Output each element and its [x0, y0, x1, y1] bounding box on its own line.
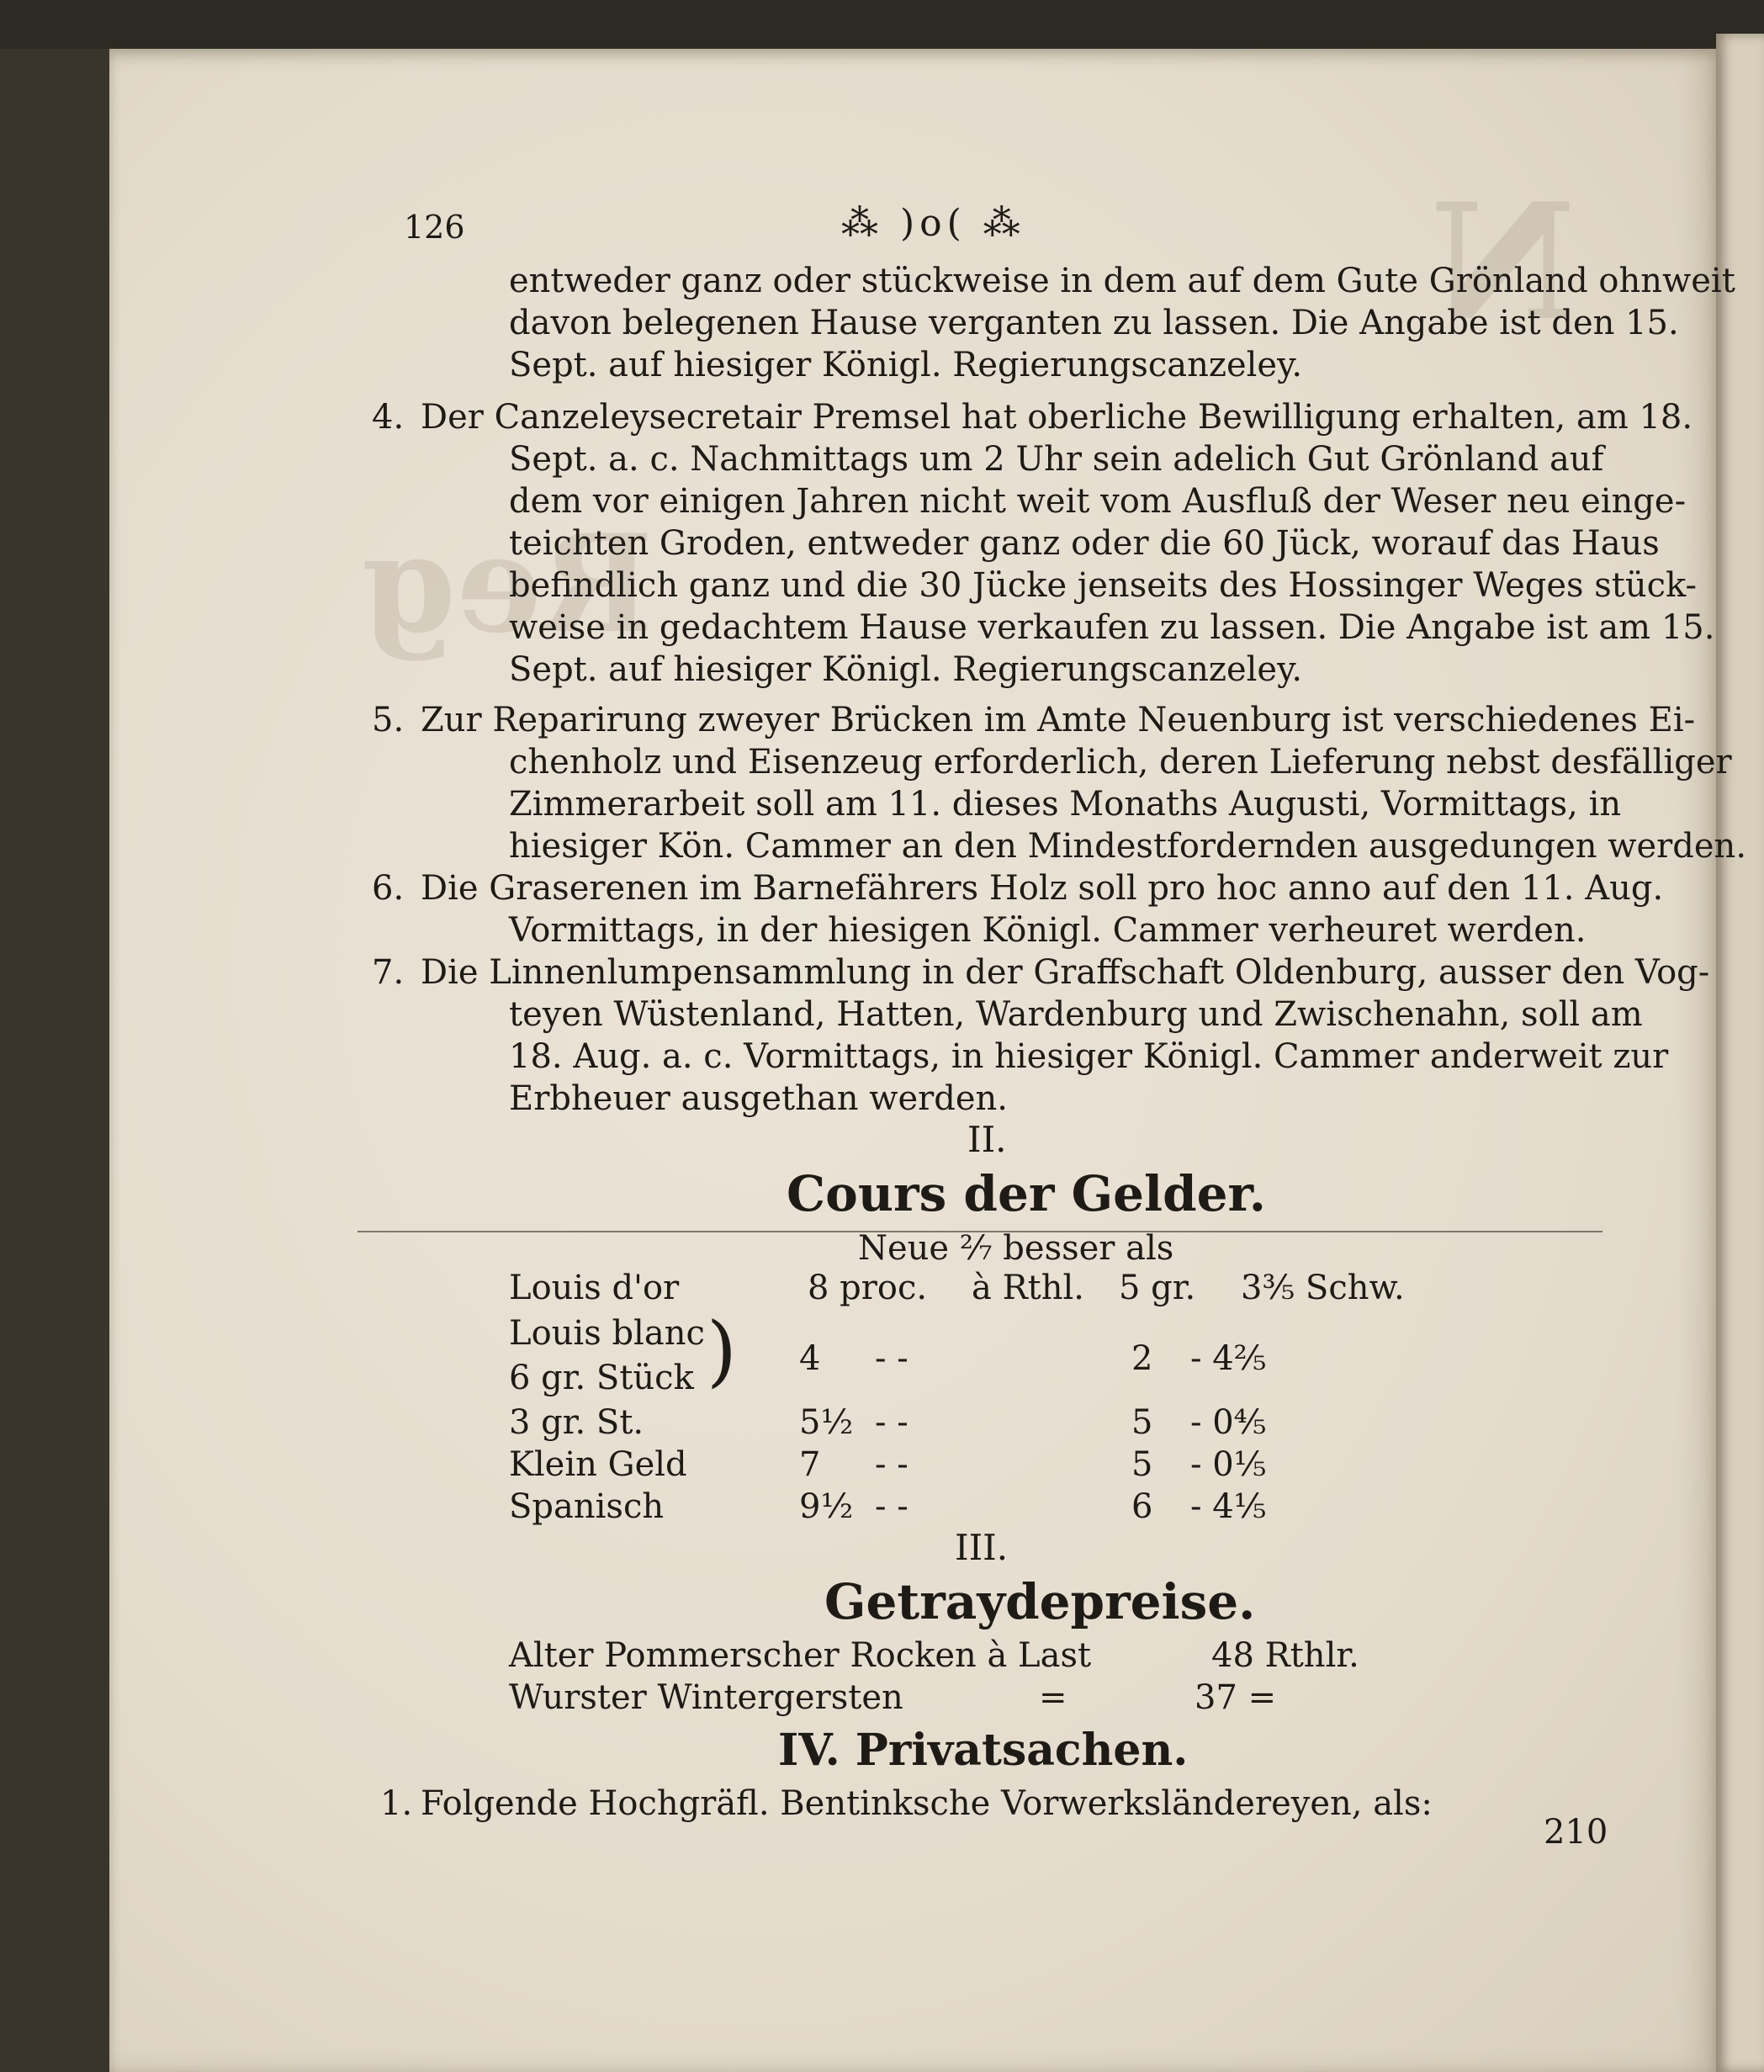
- rate-cell: 5: [1131, 1445, 1153, 1484]
- rate-cell: - -: [875, 1445, 908, 1484]
- text-line: Zimmerarbeit soll am 11. dieses Monaths Augusti, Vormittags, in: [509, 785, 1622, 824]
- text-line: teyen Wüstenland, Hatten, Wardenburg und Zwischenahn, soll am: [509, 995, 1643, 1034]
- currency-name: 6 gr. Stück: [509, 1359, 694, 1397]
- rate-cell: - -: [875, 1403, 908, 1442]
- rate-cell: 5½: [799, 1403, 854, 1442]
- table-subheader: Neue ²⁄₇ besser als: [858, 1229, 1174, 1268]
- rate-cell: - 0⁴⁄₅: [1190, 1403, 1267, 1442]
- item-number: 4.: [372, 398, 405, 437]
- text-line: Zur Reparirung zweyer Brücken im Amte Neuenburg ist verschiedenes Ei-: [421, 701, 1696, 739]
- rate-cell: 4: [799, 1339, 821, 1378]
- text-line: Sept. a. c. Nachmittags um 2 Uhr sein adelich Gut Grönland auf: [509, 440, 1604, 479]
- rate-cell: 5 gr.: [1119, 1269, 1196, 1307]
- scanner-bed-top: [0, 0, 1764, 49]
- currency-name: 3 gr. St.: [509, 1403, 644, 1442]
- item-number: 1.: [380, 1784, 413, 1823]
- bleed-through-text: N: [1430, 168, 1576, 356]
- text-line: dem vor einigen Jahren nicht weit vom Ausfluß der Weser neu einge-: [509, 482, 1687, 521]
- text-line: teichten Groden, entweder ganz oder die 60 Jück, worauf das Haus: [509, 524, 1660, 563]
- price-cell: 48 Rthlr.: [1211, 1636, 1359, 1675]
- rate-cell: 6: [1131, 1487, 1153, 1526]
- section-title: Getraydepreise.: [824, 1573, 1256, 1630]
- text-line: hiesiger Kön. Cammer an den Mindestfordernden ausgedungen werden.: [509, 827, 1747, 866]
- text-line: Sept. auf hiesiger Königl. Regierungscanzeley.: [509, 346, 1303, 384]
- currency-name: Louis blanc: [509, 1314, 705, 1353]
- text-line: chenholz und Eisenzeug erforderlich, deren Lieferung nebst desfälliger: [509, 743, 1732, 782]
- facing-page-edge: [1716, 34, 1764, 2072]
- item-number: 7.: [372, 953, 405, 992]
- currency-name: Spanisch: [509, 1487, 665, 1526]
- grain-name: Wurster Wintergersten: [509, 1678, 903, 1717]
- section-number: III.: [955, 1527, 1009, 1568]
- text-line: entweder ganz oder stückweise in dem auf dem Gute Grönland ohnweit: [509, 262, 1735, 300]
- price-cell: 37 =: [1195, 1678, 1277, 1717]
- text-line: Erbheuer ausgethan werden.: [509, 1079, 1008, 1118]
- text-line: Vormittags, in der hiesigen Königl. Cammer verheuret werden.: [509, 911, 1587, 950]
- rate-cell: 8 proc.: [808, 1269, 928, 1307]
- catchword: 210: [1544, 1813, 1608, 1852]
- rate-cell: 5: [1131, 1403, 1153, 1442]
- text-line: Die Graserenen im Barnefährers Holz soll pro hoc anno auf den 11. Aug.: [421, 869, 1664, 908]
- rate-cell: - -: [875, 1339, 908, 1378]
- text-line: weise in gedachtem Hause verkaufen zu lassen. Die Angabe ist am 15.: [509, 608, 1715, 647]
- header-ornament: ⁂ )o( ⁂: [841, 202, 1025, 245]
- section-title: IV. Privatsachen.: [778, 1725, 1189, 1776]
- section-title: Cours der Gelder.: [787, 1165, 1266, 1222]
- section-number: II.: [967, 1119, 1007, 1160]
- text-line: Folgende Hochgräfl. Bentinksche Vorwerksländereyen, als:: [421, 1784, 1433, 1823]
- bleed-through-text: Reg: [362, 505, 654, 663]
- grain-name: Alter Pommerscher Rocken à Last: [509, 1636, 1092, 1675]
- text-line: Die Linnenlumpensammlung in der Graffschaft Oldenburg, ausser den Vog-: [421, 953, 1710, 992]
- rate-cell: à Rthl.: [972, 1269, 1085, 1307]
- currency-name: Klein Geld: [509, 1445, 687, 1484]
- rate-cell: - 0¹⁄₅: [1190, 1445, 1267, 1484]
- currency-name: Louis d'or: [509, 1269, 680, 1307]
- rate-cell: 9½: [799, 1487, 854, 1526]
- brace-bracket: ): [707, 1306, 737, 1396]
- text-line: Sept. auf hiesiger Königl. Regierungscanzeley.: [509, 650, 1303, 689]
- rate-cell: 3³⁄₅ Schw.: [1241, 1269, 1405, 1307]
- rate-cell: - -: [875, 1487, 908, 1526]
- text-line: 18. Aug. a. c. Vormittags, in hiesiger Königl. Cammer anderweit zur: [509, 1037, 1669, 1076]
- item-number: 5.: [372, 701, 405, 739]
- item-number: 6.: [372, 869, 405, 908]
- page-number: 126: [404, 209, 465, 246]
- text-line: Der Canzeleysecretair Premsel hat oberliche Bewilligung erhalten, am 18.: [421, 398, 1693, 437]
- text-line: davon belegenen Hause verganten zu lassen. Die Angabe ist den 15.: [509, 304, 1679, 342]
- text-line: befindlich ganz und die 30 Jücke jenseits des Hossinger Weges stück-: [509, 566, 1698, 605]
- rate-cell: 7: [799, 1445, 821, 1484]
- rate-cell: - 4²⁄₅: [1190, 1339, 1267, 1378]
- ditto-mark: =: [1039, 1678, 1067, 1717]
- rate-cell: 2: [1131, 1339, 1153, 1378]
- rate-cell: - 4¹⁄₅: [1190, 1487, 1267, 1526]
